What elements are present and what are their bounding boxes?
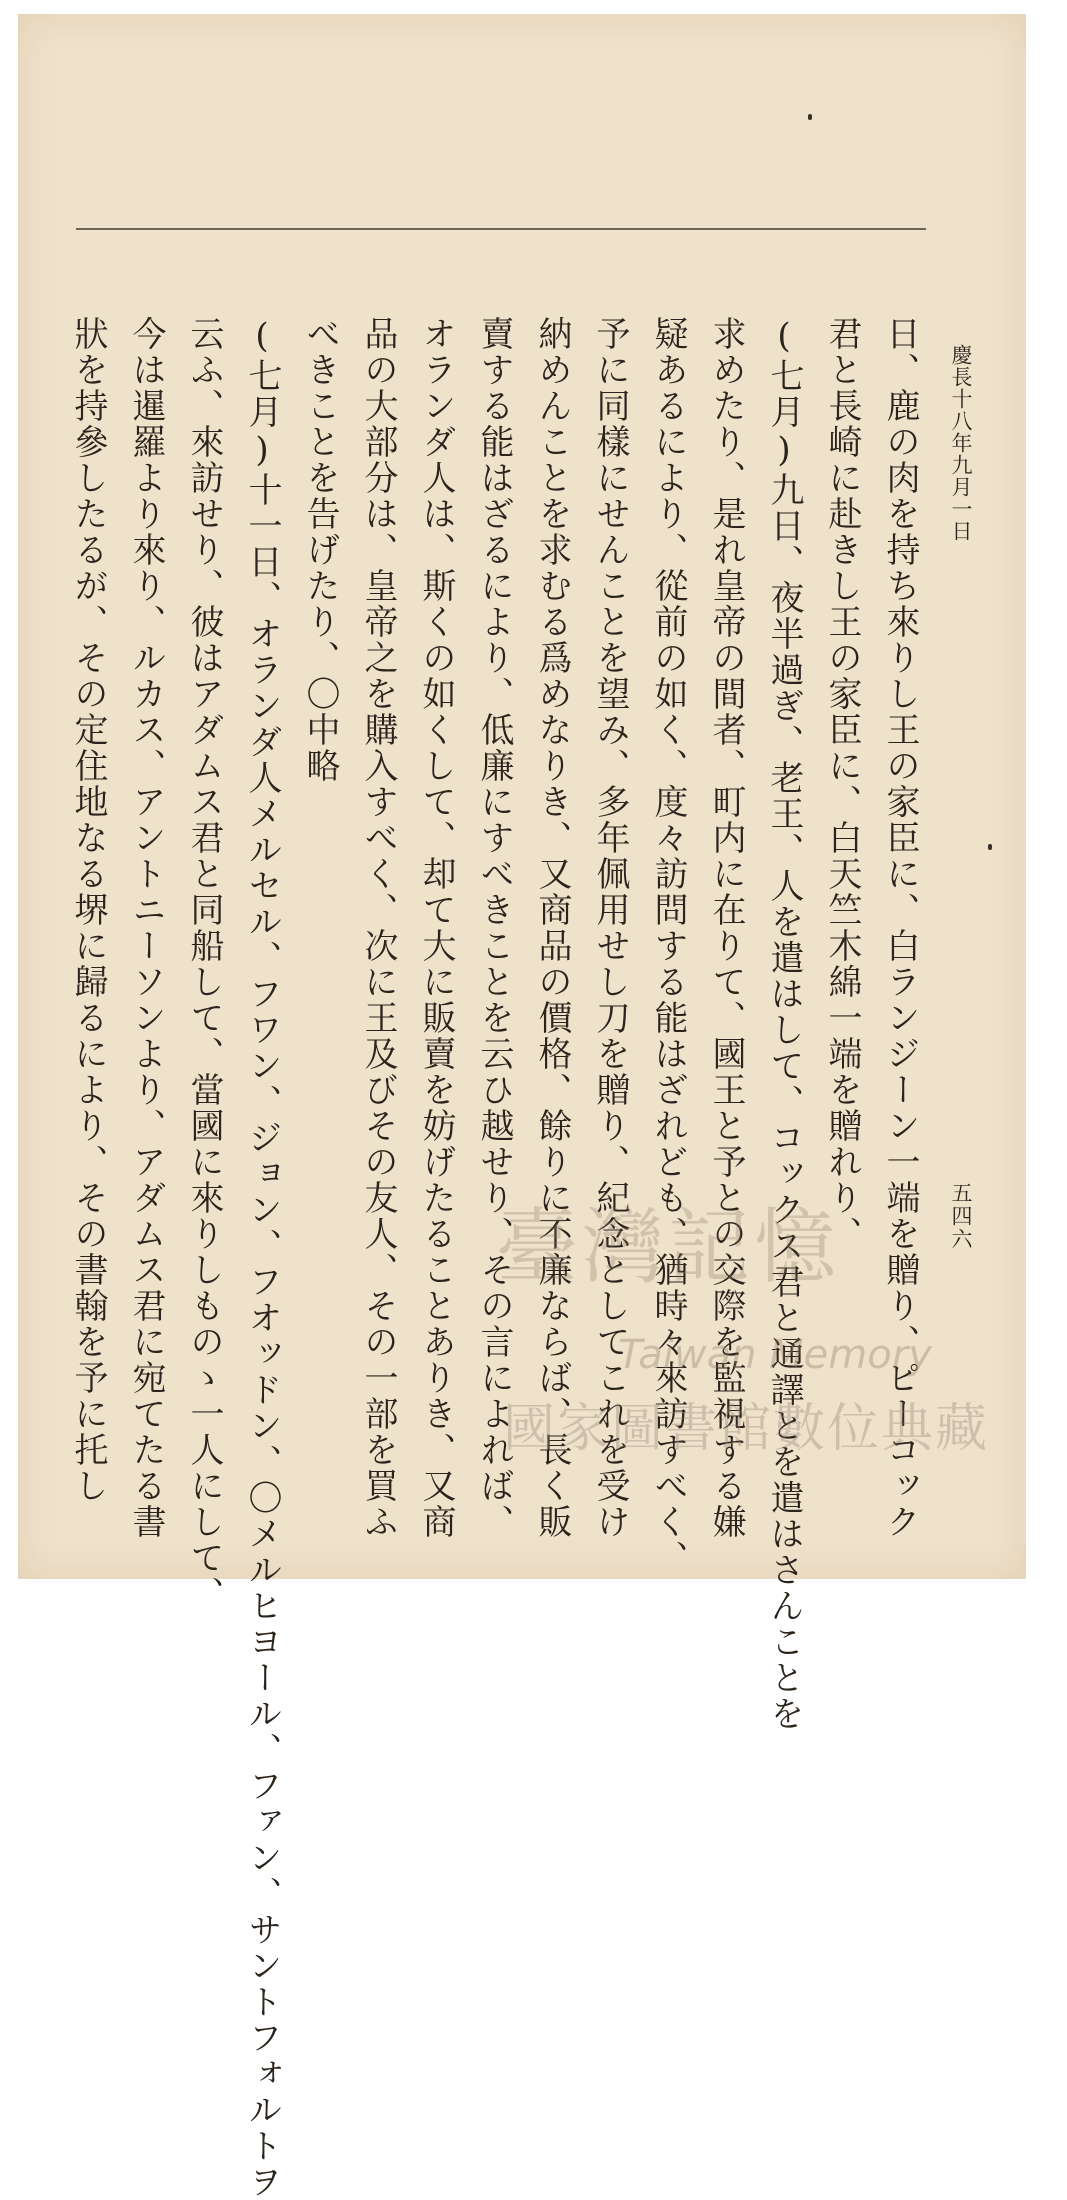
speck [808,114,812,120]
text-column-1: 日、鹿の肉を持ち來りし王の家臣に、白ランジーン一端を贈り、ピーコック [880,316,920,1540]
text-column-4: 求めたり、是れ皇帝の間者、町内に在りて、國王と予との交際を監視する嫌 [706,316,746,1540]
text-column-2: 君と長崎に赴きし王の家臣に、白天竺木綿一端を贈れり、 [822,316,862,1252]
text-column-7: 納めんことを求むる爲めなりき、又商品の價格、餘りに不廉ならば、長く販 [532,316,572,1540]
text-column-3: (七月)九日、夜半過ぎ、老王、人を遣はして、コックス君と通譯とを遣はさんことを [764,316,804,1732]
page-number: 五四六 [949,1182,973,1251]
text-column-10: 品の大部分は、皇帝之を購入すべく、次に王及びその友人、その一部を買ふ [358,316,398,1540]
text-column-11: べきことを告げたり、〇中略 [300,316,340,784]
text-column-12: (七月)十一日、オランダ人メルセル、フワン、ジョン、フオッドン、〇メルヒヨール、ファン、サントフォルトヲ [242,316,282,2200]
horizontal-rule [76,228,926,230]
text-column-9: オランダ人は、斯くの如くして、却て大に販賣を妨げたることありき、又商 [416,316,456,1540]
watermark-english: Taiwan Memory [618,1332,932,1378]
text-column-5: 疑あるにより、從前の如く、度々訪問する能はざれども、猶時々來訪すべく、 [648,316,688,1576]
text-column-8: 賣する能はざるにより、低廉にすべきことを云ひ越せり、その言によれば、 [474,316,514,1540]
speck [988,844,992,850]
text-column-15: 狀を持參したるが、その定住地なる堺に歸るにより、その書翰を予に托し [68,316,108,1504]
running-title: 慶長十八年九月一日 [949,344,973,542]
text-column-13: 云ふ、來訪せり、彼はアダムス君と同船して、當國に來りしものゝ一人にして、 [184,316,224,1612]
book-page [18,14,1026,2200]
text-column-6: 予に同樣にせんことを望み、多年佩用せし刀を贈り、紀念としてこれを受け [590,316,630,1540]
watermark-logo: 臺灣記憶 [496,1200,841,1295]
text-column-14: 今は暹羅より來り、ルカス、アントニーソンより、アダムス君に宛てたる書 [126,316,166,1540]
watermark-subtitle: 國家圖書館數位典藏 [503,1399,990,1459]
